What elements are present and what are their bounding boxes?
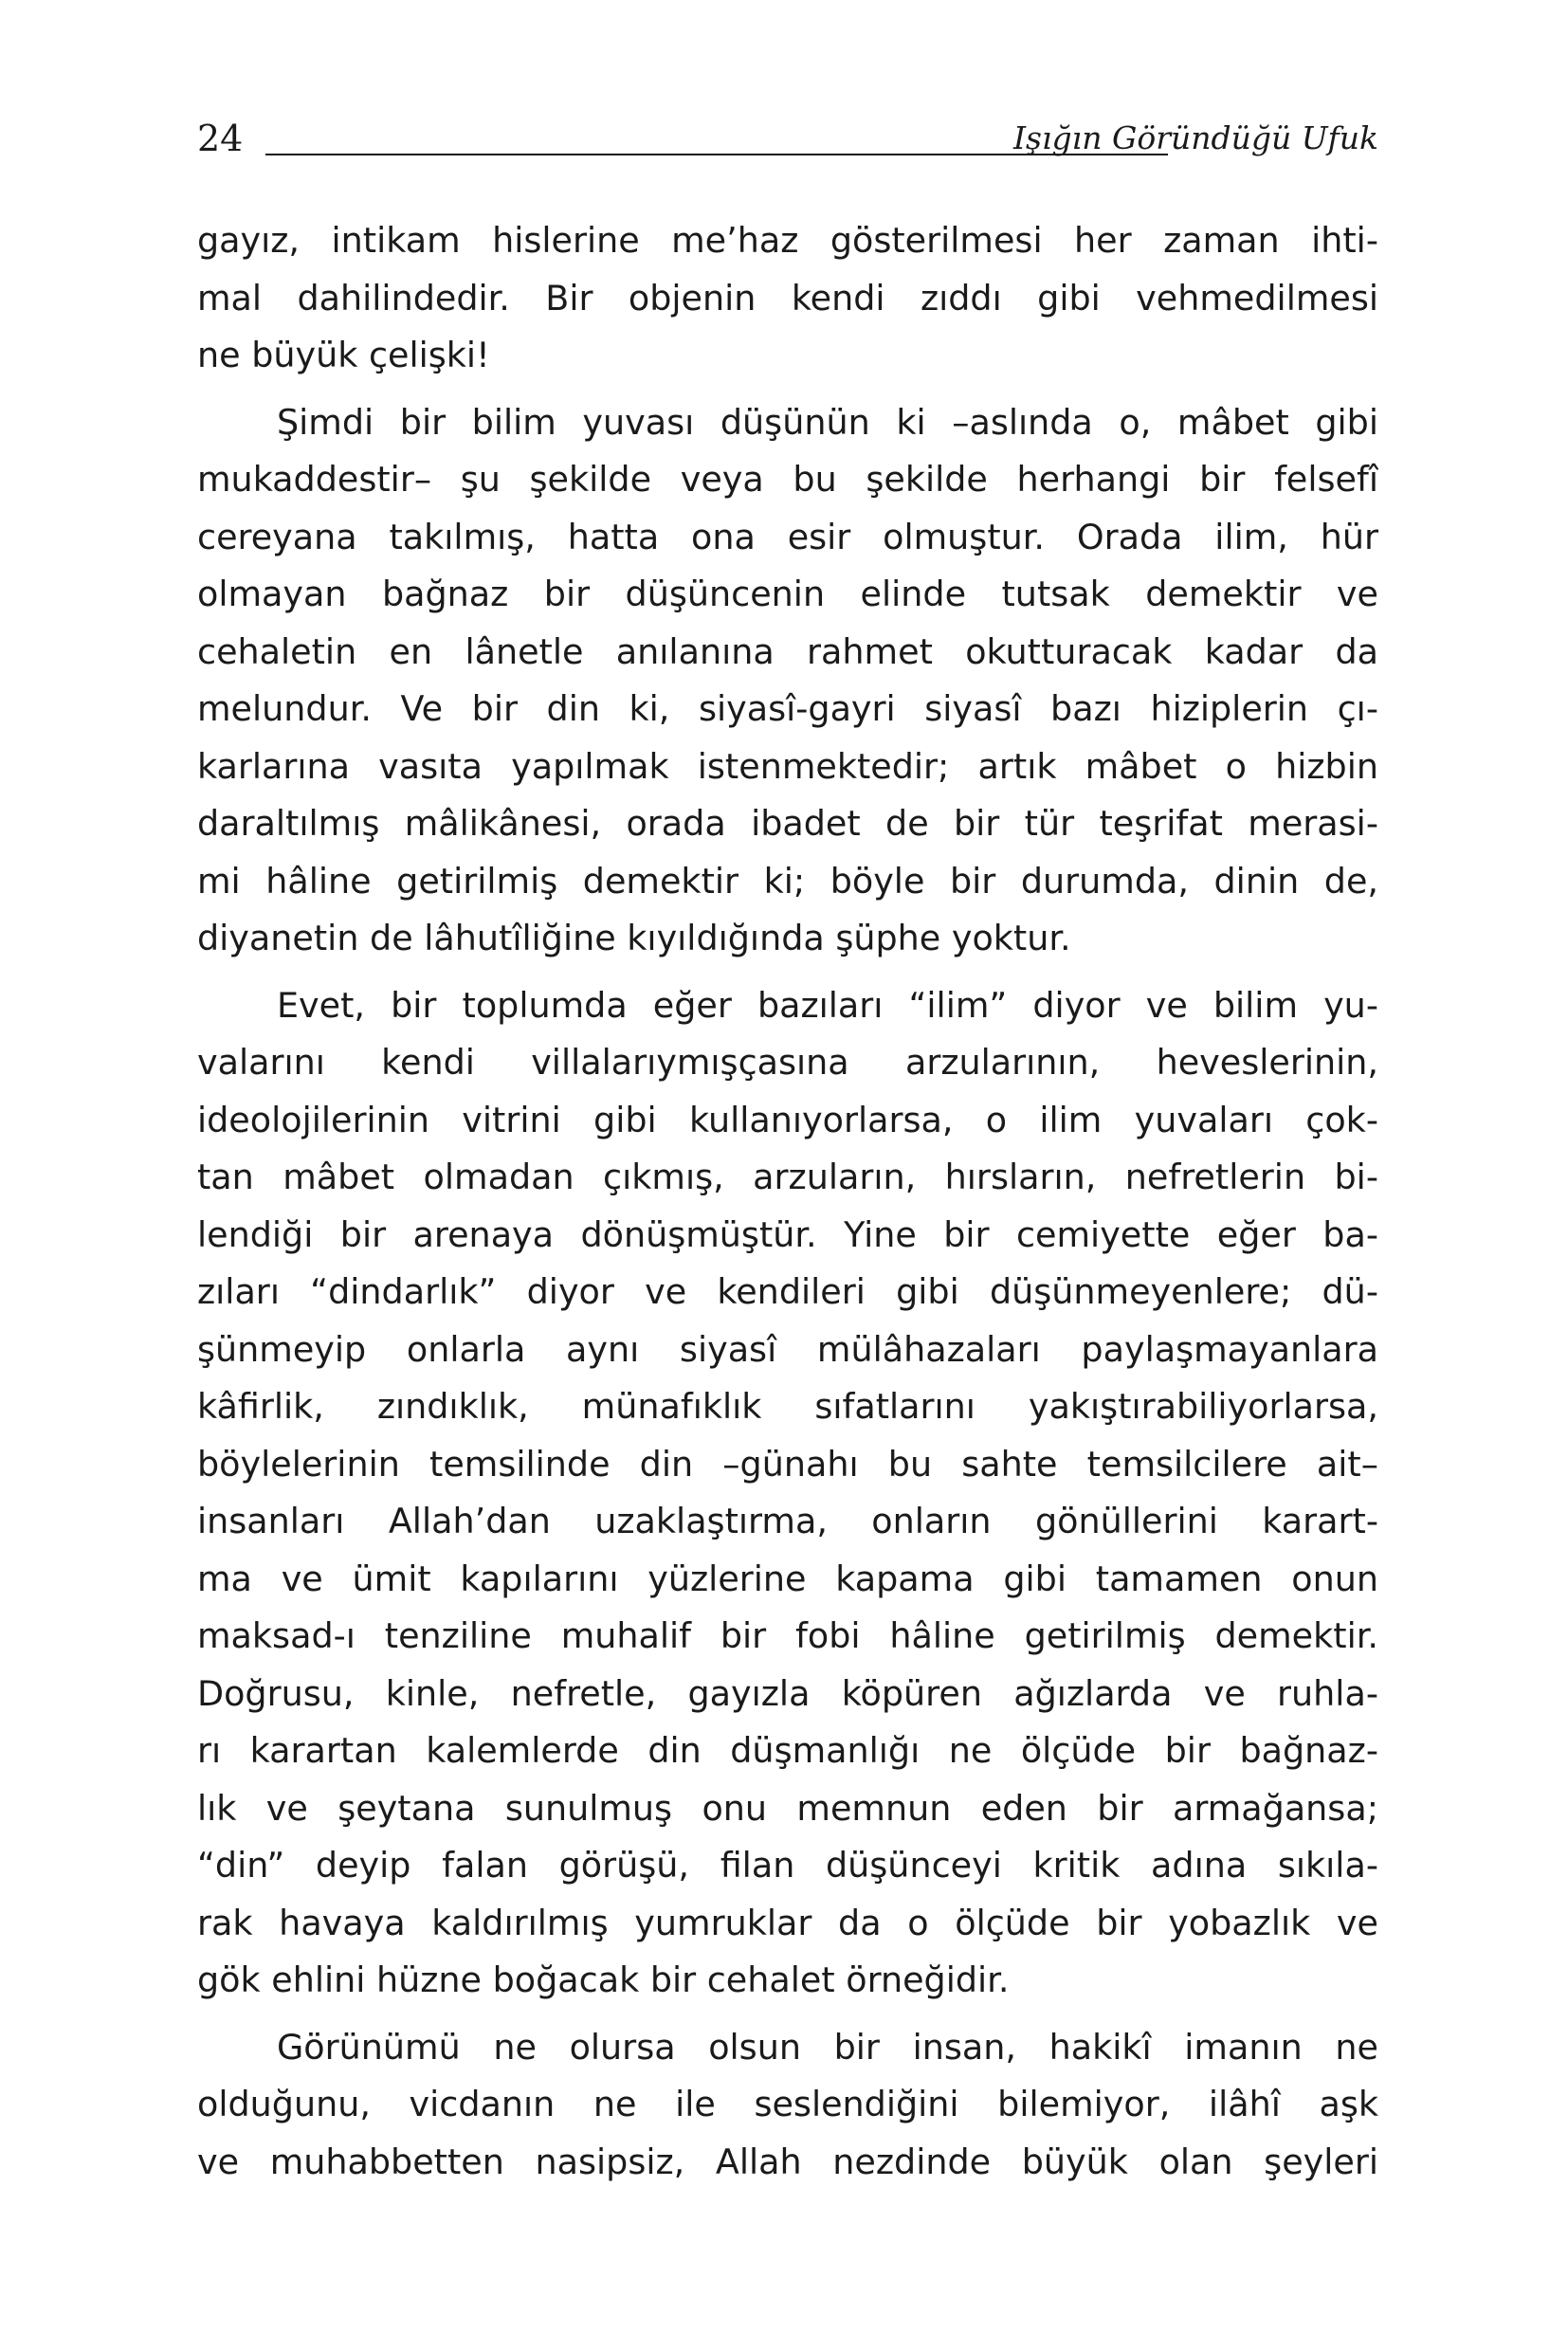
text-line: tan mâbet olmadan çıkmış, arzuların, hırsların, nefretlerin bi- <box>197 1157 1378 1197</box>
text-line: lendiği bir arenaya dönüşmüştür. Yine bir cemiyette eğer ba- <box>197 1213 1378 1255</box>
text-line: cehaletin en lânetle anılanına rahmet okutturacak kadar da <box>197 630 1378 672</box>
text-line: gök ehlini hüzne boğacak bir cehalet örneğidir. <box>197 1959 1010 2000</box>
body-text <box>197 212 1378 2200</box>
text-line: valarını kendi villalarıymışçasına arzularının, heveslerinin, <box>197 1042 1378 1083</box>
text-line: gayız, intikam hislerine me’haz gösterilmesi her zaman ihti- <box>197 220 1378 261</box>
text-line: insanları Allah’dan uzaklaştırma, onların gönüllerini karart- <box>197 1501 1378 1541</box>
page-number: 24 <box>197 118 244 159</box>
paragraph <box>197 977 1378 2010</box>
text-line: olduğunu, vicdanın ne ile seslendiğini bilemiyor, ilâhî aşk <box>197 2084 1378 2124</box>
text-line: ne büyük çelişki! <box>197 335 490 375</box>
text-line: mi hâline getirilmiş demektir ki; böyle bir durumda, dinin de, <box>197 860 1378 902</box>
text-line: zıları “dindarlık” diyor ve kendileri gibi düşünmeyenlere; dü- <box>197 1271 1378 1312</box>
text-line: rak havaya kaldırılmış yumruklar da o ölçüde bir yobazlık ve <box>197 1902 1378 1943</box>
text-line: olmayan bağnaz bir düşüncenin elinde tutsak demektir ve <box>197 574 1378 614</box>
text-line: ideolojilerinin vitrini gibi kullanıyorlarsa, o ilim yuvaları çok- <box>197 1099 1378 1140</box>
text-line: “din” deyip falan görüşü, filan düşünceyi kritik adına sıkıla- <box>197 1845 1378 1886</box>
text-line: melundur. Ve bir din ki, siyasî-gayri siyasî bazı hiziplerin çı- <box>197 688 1378 729</box>
text-line: Şimdi bir bilim yuvası düşünün ki –aslında o, mâbet gibi <box>277 401 1378 443</box>
paragraph <box>197 394 1378 968</box>
text-line: cereyana takılmış, hatta ona esir olmuştur. Orada ilim, hür <box>197 516 1378 557</box>
text-line: Evet, bir toplumda eğer bazıları “ilim” diyor ve bilim yu- <box>277 984 1378 1026</box>
text-line: karlarına vasıta yapılmak istenmektedir; artık mâbet o hizbin <box>197 745 1378 787</box>
text-line: kâfirlik, zındıklık, münafıklık sıfatlarını yakıştırabiliyorlarsa, <box>197 1386 1378 1427</box>
text-line: şünmeyip onlarla aynı siyasî mülâhazaları paylaşmayanlara <box>197 1328 1378 1370</box>
text-line: Doğrusu, kinle, nefretle, gayızla köpüren ağızlarda ve ruhla- <box>197 1672 1378 1714</box>
text-line: mal dahilindedir. Bir objenin kendi zıddı gibi vehmedilmesi <box>197 277 1378 319</box>
text-line: lık ve şeytana sunulmuş onu memnun eden bir armağansa; <box>197 1787 1378 1829</box>
book-title: Işığın Göründüğü Ufuk <box>1013 119 1378 156</box>
text-line: ma ve ümit kapılarını yüzlerine kapama gibi tamamen onun <box>197 1558 1378 1599</box>
text-line: böylelerinin temsilinde din –günahı bu sahte temsilcilere ait– <box>197 1443 1378 1485</box>
paragraph <box>197 212 1378 385</box>
text-line: mukaddestir– şu şekilde veya bu şekilde herhangi bir felsefî <box>197 459 1378 500</box>
paragraph <box>197 2019 1378 2192</box>
running-header <box>197 112 1378 165</box>
text-line: ve muhabbetten nasipsiz, Allah nezdinde büyük olan şeyleri <box>197 2141 1378 2182</box>
text-line: maksad-ı tenziline muhalif bir fobi hâline getirilmiş demektir. <box>197 1615 1378 1656</box>
text-line: daraltılmış mâlikânesi, orada ibadet de bir tür teşrifat merasi- <box>197 803 1378 844</box>
text-line: Görünümü ne olursa olsun bir insan, hakikî imanın ne <box>277 2026 1378 2068</box>
text-line: diyanetin de lâhutîliğine kıyıldığında şüphe yoktur. <box>197 918 1071 958</box>
text-line: rı karartan kalemlerde din düşmanlığı ne ölçüde bir bağnaz- <box>197 1730 1378 1771</box>
